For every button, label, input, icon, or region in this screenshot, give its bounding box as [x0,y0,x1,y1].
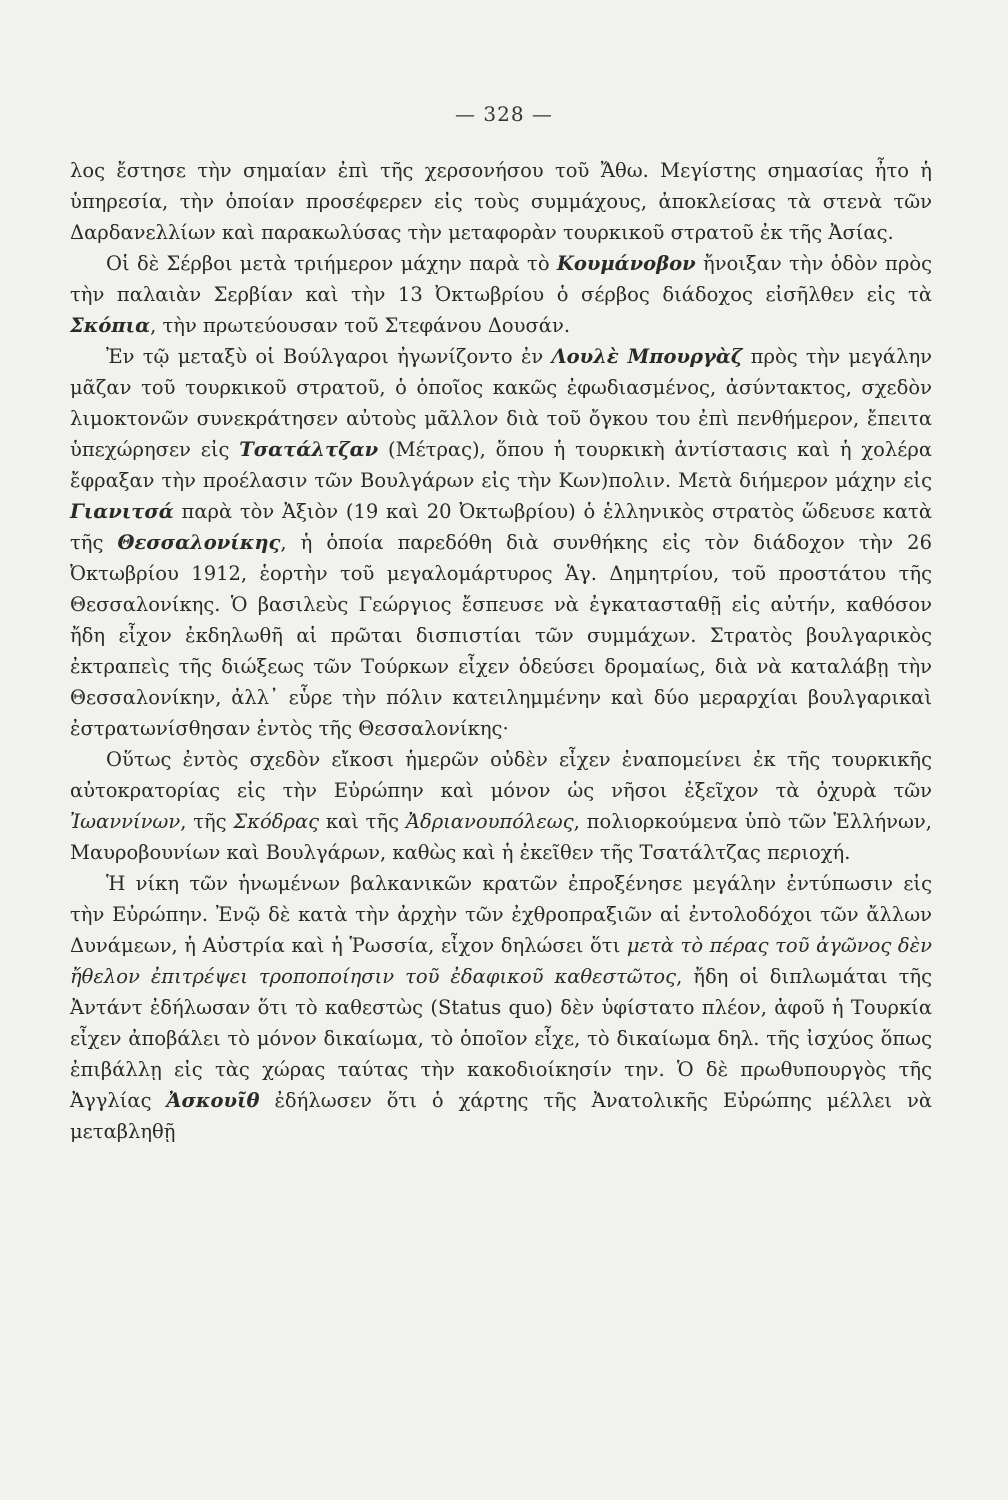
emphasized-term: Κουμάνοβον [556,252,696,275]
text-run: , τὴν πρωτεύουσαν τοῦ Στεφάνου Δουσάν. [150,314,571,337]
text-run: Ἐν τῷ μεταξὺ οἱ Βούλγαροι ἠγωνίζοντο ἐν [106,345,552,368]
text-run: (Μέτρας), ὅπου ἡ τουρκικὴ ἀντίστασις καὶ ἡ χολέρα ἔφραξαν τὴν προέλασιν τῶν Βουλγάρων εἰς τὴν Κων)πολιν. Μετὰ διήμερον μάχην εἰς [70,438,932,492]
emphasized-term: μετὰ τὸ πέρας τοῦ ἀγῶνος δὲν ἤθελον ἐπιτρέψει τροποποίησιν τοῦ ἐδαφικοῦ καθεστῶτος [70,934,932,988]
text-run: Οἱ δὲ Σέρβοι μετὰ τριήμερον μάχην παρὰ τὸ [106,252,557,275]
text-run: ἤνοιξαν τὴν ὁδὸν πρὸς τὴν παλαιὰν Σερβίαν καὶ τὴν 13 Ὀκτωβρίου ὁ σέρβος διάδοχος εἰσῆλθεν εἰς τὰ [70,252,932,306]
emphasized-term: Σκόπια [70,314,151,337]
paragraph-5 [70,868,932,1147]
emphasized-term: Ἀδριανουπόλεως [405,810,574,833]
text-run: καὶ τῆς [319,810,406,833]
text-run: παρὰ τὸν Ἀξιὸν (19 καὶ 20 Ὀκτωβρίου) ὁ ἑλληνικὸς στρατὸς ὥδευσε κατὰ τῆς [70,500,932,554]
text-run: λος ἔστησε τὴν σημαίαν ἐπὶ τῆς χερσονήσου τοῦ Ἄθω. Μεγίστης σημασίας ἦτο ἡ ὑπηρεσία, τὴν ὁποίαν προσέφερεν εἰς τοὺς συμμάχους, ἀποκλείσας τὰ στενὰ τῶν Δαρδανελλίων καὶ παρακωλύσας τὴν μεταφορὰν τουρκικοῦ στρατοῦ ἐκ τῆς Ἀσίας. [70,159,932,244]
paragraph-4 [70,744,932,868]
page-number: — 328 — [455,102,553,126]
body-text [70,155,932,1147]
paragraph-3 [70,341,932,744]
paragraph-2 [70,248,932,341]
text-run: , πολιορκούμενα ὑπὸ τῶν Ἑλλήνων, Μαυροβουνίων καὶ Βουλγάρων, καθὼς καὶ ἡ ἐκεῖθεν τῆς Τσατάλτζας περιοχή. [70,810,932,864]
emphasized-term: Θεσσαλονίκης [117,531,281,554]
emphasized-term: Σκόδρας [233,810,320,833]
text-run: , ἤδη οἱ διπλωμάται τῆς Ἀντάντ ἐδήλωσαν ὅτι τὸ καθεστὼς (Status quo) δὲν ὑφίστατο πλέον, ἀφοῦ ἡ Τουρκία εἶχεν ἀποβάλει τὸ μόνον δικαίωμα, τὸ ὁποῖον εἶχε, τὸ δικαίωμα δηλ. τῆς ἰσχύος ὅπως ἐπιβάλλῃ εἰς τὰς χώρας ταύτας τὴν κακοδιοίκησίν την. Ὁ δὲ πρωθυπουργὸς τῆς Ἀγγλίας [70,965,932,1112]
paragraph-1 [70,155,932,248]
text-run: ἐδήλωσεν ὅτι ὁ χάρτης τῆς Ἀνατολικῆς Εὐρώπης μέλλει νὰ μεταβληθῇ [70,1089,932,1143]
text-run: , ἡ ὁποία παρεδόθη διὰ συνθήκης εἰς τὸν διάδοχον τὴν 26 Ὀκτωβρίου 1912, ἑορτὴν τοῦ μεγαλομάρτυρος Ἁγ. Δημητρίου, τοῦ προστάτου τῆς Θεσσαλονίκης. Ὁ βασιλεὺς Γεώργιος ἔσπευσε νὰ ἐγκατασταθῇ εἰς αὐτήν, καθόσον ἤδη εἶχον ἐκδηλωθῆ αἱ πρῶται δισπιστίαι τῶν συμμάχων. Στρατὸς βουλγαρικὸς ἐκτραπεὶς τῆς διώξεως τῶν Τούρκων εἶχεν ὁδεύσει δρομαίως, διὰ νὰ καταλάβῃ τὴν Θεσσαλονίκην, ἀλλ᾽ εὗρε τὴν πόλιν κατειλημμένην καὶ δύο μεραρχίαι βουλγαρικαὶ ἐστρατωνίσθησαν ἐντὸς τῆς Θεσσαλονίκης· [70,531,932,740]
emphasized-term: Ἀσκουῖθ [166,1089,260,1112]
text-run: πρὸς τὴν μεγάλην μᾶζαν τοῦ τουρκικοῦ στρατοῦ, ὁ ὁποῖος κακῶς ἐφωδιασμένος, ἀσύντακτος, σχεδὸν λιμοκτονῶν συνεκράτησεν αὐτοὺς μᾶλλον διὰ τοῦ ὄγκου του ἐπὶ πενθήμερον, ἔπειτα ὑπεχώρησεν εἰς [70,345,933,461]
emphasized-term: Γιανιτσά [70,500,174,523]
text-run: , τῆς [180,810,234,833]
emphasized-term: Ἰωαννίνων [70,810,181,833]
emphasized-term: Τσατάλτζαν [239,438,379,461]
text-run: Ἡ νίκη τῶν ἡνωμένων βαλκανικῶν κρατῶν ἐπροξένησε μεγάλην ἐντύπωσιν εἰς τὴν Εὐρώπην. Ἐνῷ δὲ κατὰ τὴν ἀρχὴν τῶν ἐχθροπραξιῶν αἱ ἐντολοδόχοι τῶν ἄλλων Δυνάμεων, ἡ Αὐστρία καὶ ἡ Ῥωσσία, εἶχον δηλώσει ὅτι [70,872,932,957]
emphasized-term: Λουλὲ Μπουργὰζ [551,345,743,368]
text-run: Οὕτως ἐντὸς σχεδὸν εἴκοσι ἡμερῶν οὐδὲν εἶχεν ἐναπομείνει ἐκ τῆς τουρκικῆς αὐτοκρατορίας εἰς τὴν Εὐρώπην καὶ μόνον ὡς νῆσοι ἐξεῖχον τὰ ὀχυρὰ τῶν [70,748,932,802]
